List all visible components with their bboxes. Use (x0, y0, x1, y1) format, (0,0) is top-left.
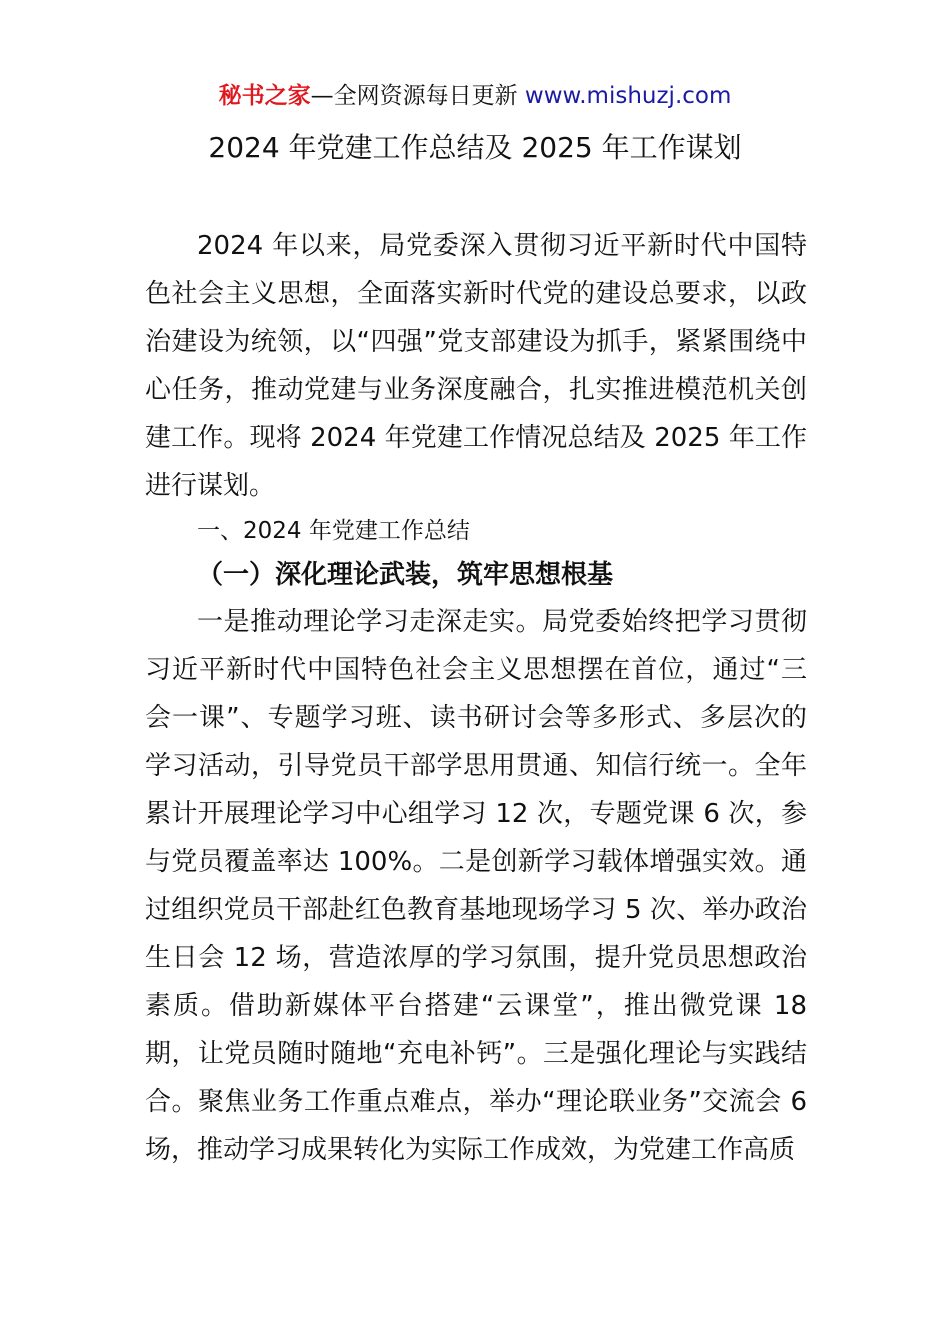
section-heading: 一、2024 年党建工作总结 (197, 518, 470, 544)
subsection-paragraph: 一是推动理论学习走深走实。局党委始终把学习贯彻习近平新时代中国特色社会主义思想摆在首位，通过“三会一课”、专题学习班、读书研讨会等多形式、多层次的学习活动，引导党员干部学思用贯通、知信行统一。全年累计开展理论学习中心组学习 12 次，专题党课 6 次，参与党员覆盖率达 100%。二是创新学习载体增强实效。通过组织党员干部赴红色教育基地现场学习 5 次、举办政治生日会 12 场，营造浓厚的学习氛围，提升党员思想政治素质。借助新媒体平台搭建“云课堂”，推出微党课 18 期，让党员随时随地“充电补钙”。三是强化理论与实践结合。聚焦业务工作重点难点，举办“理论联业务”交流会 6 场，推动学习成果转化为实际工作成效，为党建工作高质 (145, 607, 807, 1165)
document-body (145, 222, 807, 1174)
site-header (0, 80, 950, 112)
site-url-link[interactable]: www.mishuzj.com (524, 83, 732, 109)
intro-paragraph: 2024 年以来，局党委深入贯彻习近平新时代中国特色社会主义思想，全面落实新时代党的建设总要求，以政治建设为统领，以“四强”党支部建设为抓手，紧紧围绕中心任务，推动党建与业务深度融合，扎实推进模范机关创建工作。现将 2024 年党建工作情况总结及 2025 年工作进行谋划。 (145, 231, 807, 501)
site-brand: 秘书之家 (218, 83, 311, 109)
site-tagline: —全网资源每日更新 (310, 83, 525, 109)
subsection-heading: （一）深化理论武装，筑牢思想根基 (197, 560, 614, 590)
document-title: 2024 年党建工作总结及 2025 年工作谋划 (208, 131, 742, 164)
